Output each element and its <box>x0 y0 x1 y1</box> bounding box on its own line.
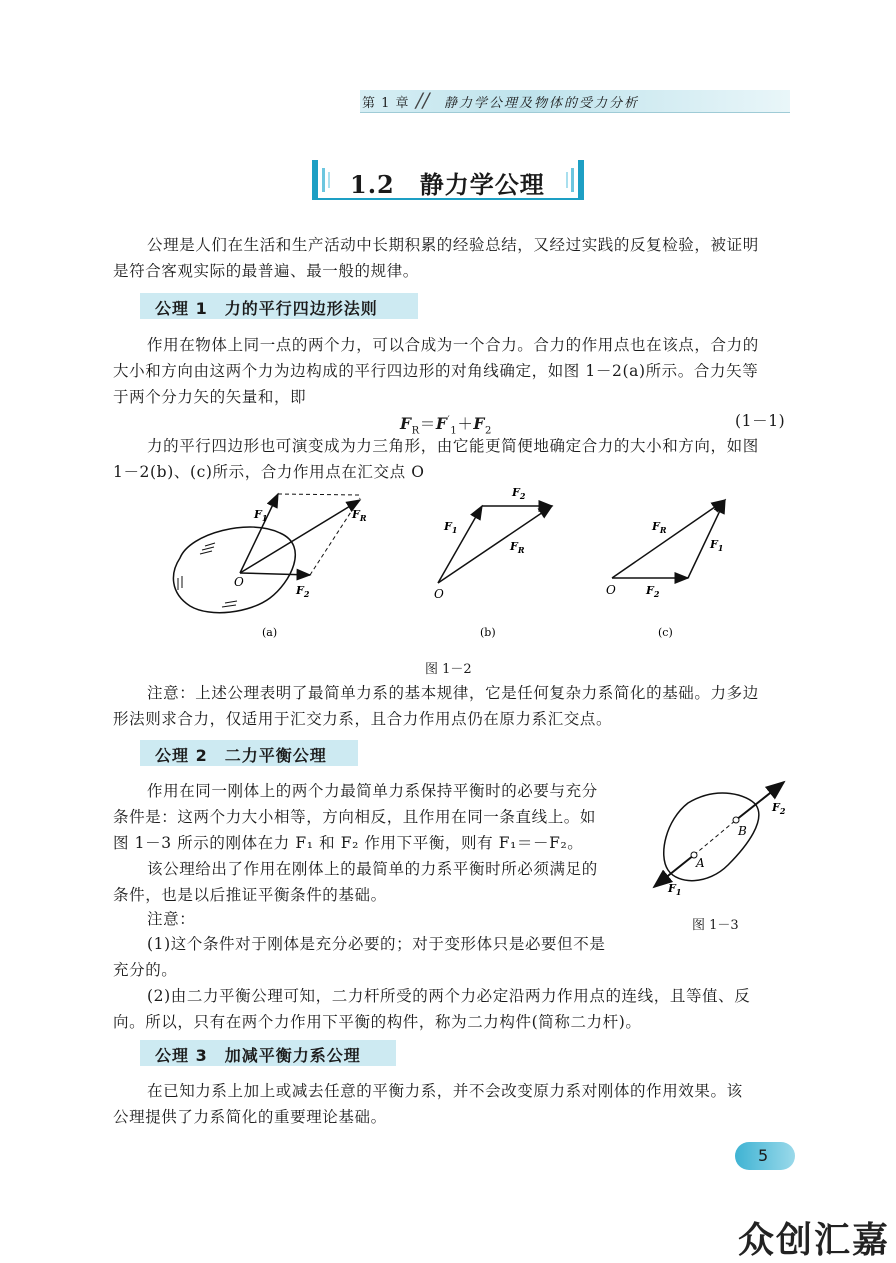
axiom-1-line-2: 大小和方向由这两个力为边构成的平行四边形的对角线确定，如图 1－2(a)所示。合力矢等 <box>113 362 759 380</box>
fig-1-3-F1-label: $F_1$ <box>668 882 682 897</box>
fig-c-FR-label: $F_R$ <box>652 520 667 535</box>
axiom-2-line-2: 条件是：这两个力大小相等，方向相反，且作用在同一条直线上。如 <box>113 808 597 826</box>
axiom-2-label: 公理 2 二力平衡公理 <box>155 746 327 765</box>
intro-line-1: 公理是人们在生活和生产活动中长期积累的经验总结，又经过实践的反复检验，被证明 <box>147 236 759 254</box>
fig-c-F2-label: $F_2$ <box>646 584 660 599</box>
fig-b-F1-label: $F_1$ <box>444 520 458 535</box>
chapter-number: 第 1 章 <box>362 96 410 111</box>
fig-b-F2-label: $F_2$ <box>512 486 526 501</box>
fig-c-F1-label: $F_1$ <box>710 538 724 553</box>
axiom-1-line-3: 于两个分力矢的矢量和，即 <box>113 388 307 406</box>
fig-b-FR-label: $F_R$ <box>510 540 525 555</box>
fig-c-subcaption: (c) <box>658 626 673 639</box>
intro-line-2: 是符合客观实际的最普遍、最一般的规律。 <box>113 262 419 280</box>
axiom-2-line-6: 注意： <box>147 910 196 928</box>
axiom-1-para2-line-1: 力的平行四边形也可演变成为力三角形，由它能更简便地确定合力的大小和方向，如图 <box>147 437 759 455</box>
axiom-2-line-4: 该公理给出了作用在刚体上的最简单的力系平衡时所必须满足的 <box>147 860 598 878</box>
axiom-1-note-line-2: 形法则求合力，仅适用于汇交力系，且合力作用点仍在原力系汇交点。 <box>113 710 613 728</box>
equation-1-1: $F_R=F'_1+F_2$ <box>400 414 492 437</box>
chapter-title: 静力学公理及物体的受力分析 <box>444 96 640 111</box>
fig-b-O-label: O <box>434 587 444 601</box>
axiom-2-line-3: 图 1－3 所示的刚体在力 F₁ 和 F₂ 作用下平衡，则有 F₁＝－F₂。 <box>113 834 584 852</box>
axiom-1-label: 公理 1 力的平行四边形法则 <box>155 299 378 318</box>
axiom-1-para2-line-2: 1－2(b)、(c)所示，合力作用点在汇交点 O <box>113 463 425 481</box>
axiom-2-line-7: (1)这个条件对于刚体是充分必要的；对于变形体只是必要但不是 <box>147 935 606 953</box>
axiom-3-line-1: 在已知力系上加上或减去任意的平衡力系，并不会改变原力系对刚体的作用效果。该 <box>147 1082 743 1100</box>
fig-1-3-F2-label: $F_2$ <box>772 801 786 816</box>
fig-1-3-B-label: B <box>738 824 747 838</box>
axiom-2-line-5: 条件，也是以后推证平衡条件的基础。 <box>113 886 387 904</box>
axiom-3-line-2: 公理提供了力系简化的重要理论基础。 <box>113 1108 387 1126</box>
chapter-separator-icon: // <box>416 88 430 112</box>
figure-1-3 <box>648 775 796 900</box>
axiom-1-note-line-1: 注意：上述公理表明了最简单力系的基本规律，它是任何复杂力系简化的基础。力多边 <box>147 684 759 702</box>
axiom-2-line-9: (2)由二力平衡公理可知，二力杆所受的两个力必定沿两力作用点的连线，且等值、反 <box>147 987 751 1005</box>
page-number: 5 <box>758 1146 769 1165</box>
fig-a-O-label: O <box>234 575 244 589</box>
axiom-3-label: 公理 3 加减平衡力系公理 <box>155 1046 361 1065</box>
fig-b-subcaption: (b) <box>480 626 496 639</box>
equation-number: (1－1) <box>735 412 786 430</box>
figure-1-2-caption: 图 1－2 <box>425 662 472 677</box>
fig-a-F1-label: $F_1$ <box>254 508 268 523</box>
axiom-2-line-1: 作用在同一刚体上的两个力最简单力系保持平衡时的必要与充分 <box>147 782 598 800</box>
watermark-logo: 众创汇嘉 <box>738 1220 891 1261</box>
fig-c-O-label: O <box>606 583 616 597</box>
axiom-2-line-10: 向。所以，只有在两个力作用下平衡的构件，称为二力构件(简称二力杆)。 <box>113 1013 642 1031</box>
fig-a-FR-label: $F_R$ <box>352 508 367 523</box>
fig-a-F2-label: $F_2$ <box>296 584 310 599</box>
axiom-1-line-1: 作用在物体上同一点的两个力，可以合成为一个合力。合力的作用点也在该点，合力的 <box>147 336 759 354</box>
axiom-2-line-8: 充分的。 <box>113 961 178 979</box>
figure-1-3-caption: 图 1－3 <box>692 918 739 933</box>
fig-1-3-A-label: A <box>696 856 705 870</box>
section-title: 1.2 静力学公理 <box>350 170 545 199</box>
fig-a-subcaption: (a) <box>262 626 278 639</box>
figure-1-2 <box>160 478 760 648</box>
